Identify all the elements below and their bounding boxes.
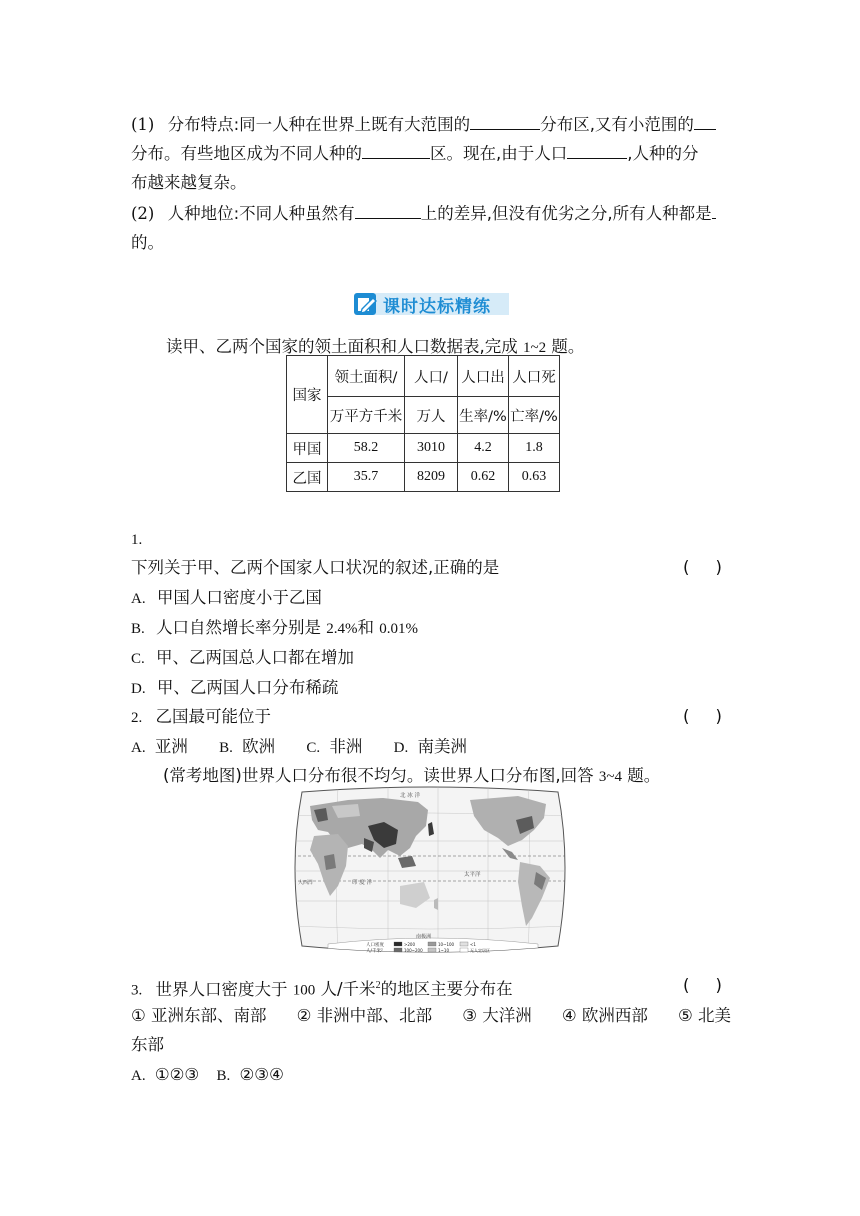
- fill-blank-q1-line2: 分布。有些地区成为不同人种的 区。现在,由于人口 ,人种的分: [131, 140, 731, 168]
- q2-option-b[interactable]: B. 欧洲: [219, 737, 276, 756]
- q3-choice-5: ⑤ 北美: [677, 1006, 731, 1025]
- q2-label: (2): [131, 204, 155, 223]
- intro-questions-1-2: 读甲、乙两个国家的领土面积和人口数据表,完成 1~2 题。: [166, 337, 585, 356]
- q3-choice-4: ④ 欧洲西部: [561, 1006, 648, 1025]
- header-population: 人口/: [405, 356, 458, 397]
- answer-blank[interactable]: [362, 140, 430, 159]
- pacific-ocean-label: 太平洋: [464, 872, 481, 878]
- q3-choices: [131, 1002, 731, 1030]
- fill-blank-q1-line1: (1) 分布特点:同一人种在世界上既有大范围的 分布区,又有小范围的: [131, 111, 731, 139]
- section-banner: [353, 291, 509, 317]
- q2-stem: 2. 乙国最可能位于: [131, 707, 271, 726]
- intro-questions-3-4: (常考地图)世界人口分布很不均匀。读世界人口分布图,回答 3~4 题。: [163, 766, 661, 785]
- table-row: 乙国 35.7 8209 0.62 0.63: [287, 463, 560, 492]
- indian-ocean-label: 印 度 洋: [352, 880, 372, 886]
- svg-text:无人定居区: 无人定居区: [470, 948, 490, 953]
- header-death-rate: 人口死: [509, 356, 560, 397]
- answer-blank[interactable]: [712, 200, 716, 219]
- q3-answer-bracket[interactable]: ( ): [683, 976, 722, 995]
- q2-option-a[interactable]: A. 亚洲: [131, 737, 188, 756]
- svg-text:100~200: 100~200: [404, 948, 423, 953]
- q3-choice-1: ① 亚洲东部、南部: [131, 1006, 267, 1025]
- q3-choice-2: ② 非洲中部、北部: [296, 1006, 433, 1025]
- q2-option-d[interactable]: D. 南美洲: [393, 737, 467, 756]
- header-death-rate-unit: 亡率/%: [509, 397, 560, 434]
- header-population-unit: 万人: [405, 397, 458, 434]
- svg-text:>200: >200: [404, 942, 415, 947]
- q2-options: [131, 733, 731, 762]
- q3-options: [131, 1061, 731, 1090]
- header-birth-rate: 人口出: [458, 356, 509, 397]
- answer-blank[interactable]: [694, 111, 716, 130]
- svg-text:<1: <1: [470, 942, 476, 947]
- svg-text:人/千米²: 人/千米²: [366, 949, 383, 954]
- q1-number: 1.: [131, 532, 143, 548]
- q1-answer-bracket[interactable]: ( ): [683, 558, 722, 577]
- answer-blank[interactable]: [355, 200, 421, 219]
- header-birth-rate-unit: 生率/%: [458, 397, 509, 434]
- q3-choice-3: ③ 大洋洲: [462, 1006, 532, 1025]
- q1-option-d[interactable]: D. 甲、乙两国人口分布稀疏: [131, 678, 339, 697]
- q3-option-a[interactable]: A. ①②③: [131, 1065, 200, 1084]
- q1-label: (1): [131, 115, 155, 134]
- q1-option-c[interactable]: C. 甲、乙两国总人口都在增加: [131, 648, 355, 667]
- fill-blank-q2-line2: 的。: [131, 233, 164, 252]
- svg-text:1~10: 1~10: [438, 948, 449, 953]
- header-area: 领土面积/: [328, 356, 405, 397]
- table-row: 甲国 58.2 3010 4.2 1.8: [287, 434, 560, 463]
- table-header-row: [287, 356, 560, 397]
- q2-answer-bracket[interactable]: ( ): [683, 707, 722, 726]
- world-population-map: [288, 786, 572, 956]
- pencil-edit-icon: [353, 291, 379, 317]
- fill-blank-q1-line3: 布越来越复杂。: [131, 173, 247, 192]
- q3-choices-continued: 东部: [131, 1035, 164, 1054]
- q1-option-b[interactable]: B. 人口自然增长率分别是 2.4%和 0.01%: [131, 618, 419, 637]
- fill-blank-q2-line1: (2) 人种地位:不同人种虽然有 上的差异,但没有优劣之分,所有人种都是: [131, 200, 731, 228]
- svg-text:10~100: 10~100: [438, 942, 455, 947]
- table-header-row-2: [287, 397, 560, 434]
- q2-option-c[interactable]: C. 非洲: [306, 737, 363, 756]
- header-area-unit: 万平方千米: [328, 397, 405, 434]
- section-title: 课时达标精练: [383, 297, 491, 317]
- answer-blank[interactable]: [470, 111, 540, 130]
- q1-option-a[interactable]: A. 甲国人口密度小于乙国: [131, 588, 322, 607]
- header-country: 国家: [287, 356, 328, 434]
- q3-option-b[interactable]: B. ②③④: [216, 1065, 284, 1084]
- answer-blank[interactable]: [567, 140, 627, 159]
- arctic-ocean-label: 北 冰 洋: [400, 793, 420, 799]
- q1-stem: 下列关于甲、乙两个国家人口状况的叙述,正确的是: [131, 558, 500, 577]
- population-data-table: [286, 355, 560, 492]
- antarctica-label: 南极洲: [416, 934, 432, 940]
- svg-text:人口密度: 人口密度: [366, 943, 384, 948]
- q3-stem: 3. 世界人口密度大于 100 人/千米$^2$的地区主要分布在: [131, 979, 513, 999]
- atlantic-ocean-label: 大西洋: [298, 880, 314, 886]
